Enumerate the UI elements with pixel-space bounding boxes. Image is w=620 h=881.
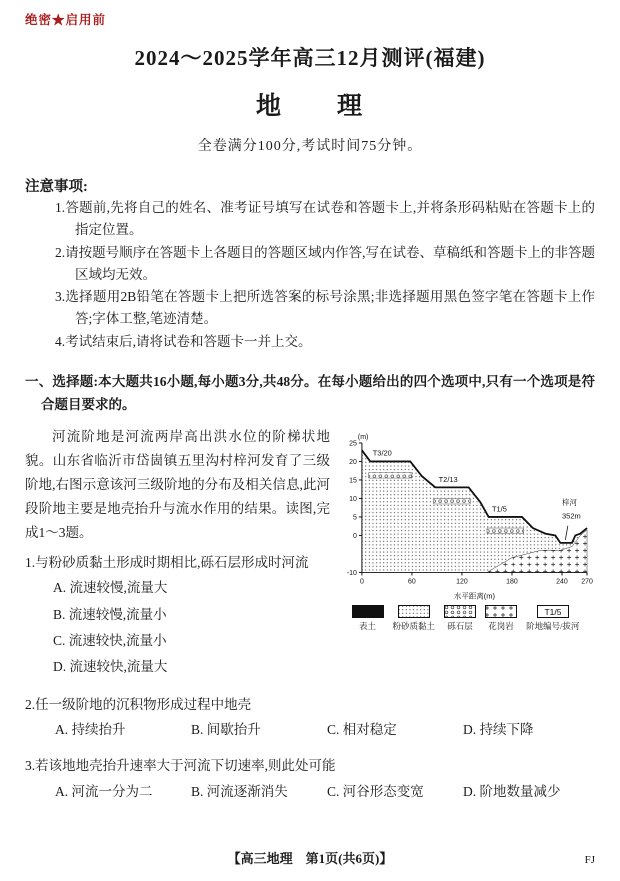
legend-item-crosses — [485, 605, 517, 632]
terrace-profile-svg — [336, 429, 595, 600]
content-row — [25, 425, 595, 681]
subject-title: 地 理 — [255, 93, 364, 120]
svg-text:T3/20: T3/20 — [372, 448, 392, 458]
chart-legend — [336, 605, 595, 632]
legend-swatch-svg — [398, 605, 430, 618]
svg-text:180: 180 — [506, 578, 518, 586]
legend-swatch-solid — [352, 605, 384, 618]
legend-item-dots — [393, 605, 436, 632]
question-3 — [25, 748, 595, 804]
legend-item-solid — [352, 605, 384, 632]
svg-text:10: 10 — [349, 495, 357, 503]
terrace-profile-chart — [336, 429, 595, 632]
question-3-option-A: A. 河流一分为二 — [55, 783, 153, 799]
exam-title: 2024～2025学年高三12月测评(福建) — [134, 46, 486, 70]
footer-page-label: 【高三地理 第1页(共6页)】 — [227, 851, 393, 866]
question-3-option-B: B. 河流逐渐消失 — [191, 783, 288, 799]
svg-text:60: 60 — [408, 578, 416, 586]
svg-text:20: 20 — [349, 458, 357, 466]
question-2 — [25, 687, 595, 743]
legend-item-text — [526, 605, 579, 632]
question-3-option-C: C. 河谷形态变宽 — [327, 783, 424, 799]
legend-swatch-circles — [444, 605, 476, 618]
legend-swatch-text — [537, 605, 569, 618]
legend-swatch-crosses — [485, 605, 517, 618]
page-footer — [25, 848, 595, 867]
question-1-option-C: C. 流速较快,流量小 — [53, 632, 167, 648]
question-1-option-D: D. 流速较快,流量大 — [53, 659, 168, 675]
legend-swatch-svg — [537, 605, 569, 618]
svg-text:352m: 352m — [562, 511, 581, 521]
note-item-3: 3.选择题用2B铅笔在答题卡上把所选答案的标号涂黑;非选择题用黑色签字笔在答题卡上作答;字体工整,笔迹清楚。 — [55, 289, 595, 327]
legend-swatch-svg — [352, 605, 384, 618]
legend-swatch-svg — [444, 605, 476, 618]
footer-code: FJ — [584, 854, 595, 866]
svg-text:270: 270 — [581, 578, 593, 586]
legend-label: 粉砂质黏土 — [392, 621, 436, 632]
question-3-stem: 3.若该地地壳抬升速率大于河流下切速率,则此处可能 — [25, 758, 336, 774]
question-1-stem: 1.与粉砂质黏土形成时期相比,砾石层形成时河流 — [25, 554, 309, 570]
question-2-option-D: D. 持续下降 — [463, 721, 534, 737]
svg-text:0: 0 — [353, 532, 357, 540]
right-column — [330, 425, 595, 681]
svg-text:240: 240 — [556, 578, 568, 586]
notes-section — [25, 155, 595, 353]
question-2-stem: 2.任一级阶地的沉积物形成过程中地壳 — [25, 696, 252, 712]
legend-label: 阶地编号/拔河 — [526, 621, 580, 632]
svg-text:-10: -10 — [346, 569, 357, 577]
notes-heading: 注意事项: — [25, 179, 88, 195]
note-item-4: 4.考试结束后,请将试卷和答题卡一并上交。 — [55, 334, 312, 350]
note-item-2: 2.请按题号顺序在答题卡上各题目的答题区域内作答,写在试卷、草稿纸和答题卡上的非答题区域均无效。 — [55, 244, 595, 282]
note-item-1: 1.答题前,先将自己的姓名、准考证号填写在试卷和答题卡上,并将条形码粘贴在答题卡上的指定位置。 — [55, 200, 595, 237]
legend-item-circles — [444, 605, 476, 632]
question-1-option-A: A. 流速较慢,流量大 — [53, 580, 168, 596]
question-2-option-C: C. 相对稳定 — [327, 721, 397, 737]
legend-swatch-svg — [485, 605, 517, 618]
svg-text:0: 0 — [359, 578, 364, 586]
legend-swatch-dots — [398, 605, 430, 618]
svg-text:梓河: 梓河 — [562, 497, 577, 507]
secrecy-label: 绝密★启用前 — [25, 13, 107, 27]
svg-text:T1/5: T1/5 — [491, 504, 507, 514]
question-2-option-B: B. 间歇抬升 — [191, 721, 261, 737]
question-1-options — [25, 575, 330, 680]
section-heading: 一、选择题:本大题共16小题,每小题3分,共48分。在每小题给出的四个选项中,只有一个选项是符合题目要求的。 — [25, 374, 595, 412]
left-column — [25, 425, 330, 681]
question-2-options — [55, 717, 595, 743]
legend-label: 表土 — [359, 621, 377, 632]
legend-label: 砾石层 — [447, 621, 473, 632]
question-3-options — [55, 779, 595, 805]
svg-text:水平距离(m): 水平距离(m) — [453, 591, 496, 601]
svg-text:120: 120 — [456, 578, 468, 586]
question-3-option-D: D. 阶地数量减少 — [463, 783, 561, 799]
question-2-option-A: A. 持续抬升 — [55, 721, 126, 737]
score-line: 全卷满分100分,考试时间75分钟。 — [197, 139, 423, 154]
passage-text: 河流阶地是河流两岸高出洪水位的阶梯状地貌。山东省临沂市岱崮镇五里沟村梓河发育了三级阶地,右图示意该河三级阶地的分布及相关信息,此河段阶地主要是地壳抬升与流水作用的结果。读图,完成1～3题。 — [25, 428, 330, 540]
question-1-option-B: B. 流速较慢,流量小 — [53, 606, 167, 622]
question-1 — [25, 551, 330, 681]
notes-list — [25, 197, 595, 353]
svg-text:5: 5 — [353, 514, 357, 522]
legend-box-text: T1/5 — [544, 607, 562, 618]
svg-text:T2/13: T2/13 — [438, 474, 458, 484]
svg-text:25: 25 — [349, 440, 357, 448]
svg-text:15: 15 — [349, 477, 357, 485]
svg-text:(m): (m) — [357, 433, 369, 441]
legend-label: 花岗岩 — [488, 621, 514, 632]
